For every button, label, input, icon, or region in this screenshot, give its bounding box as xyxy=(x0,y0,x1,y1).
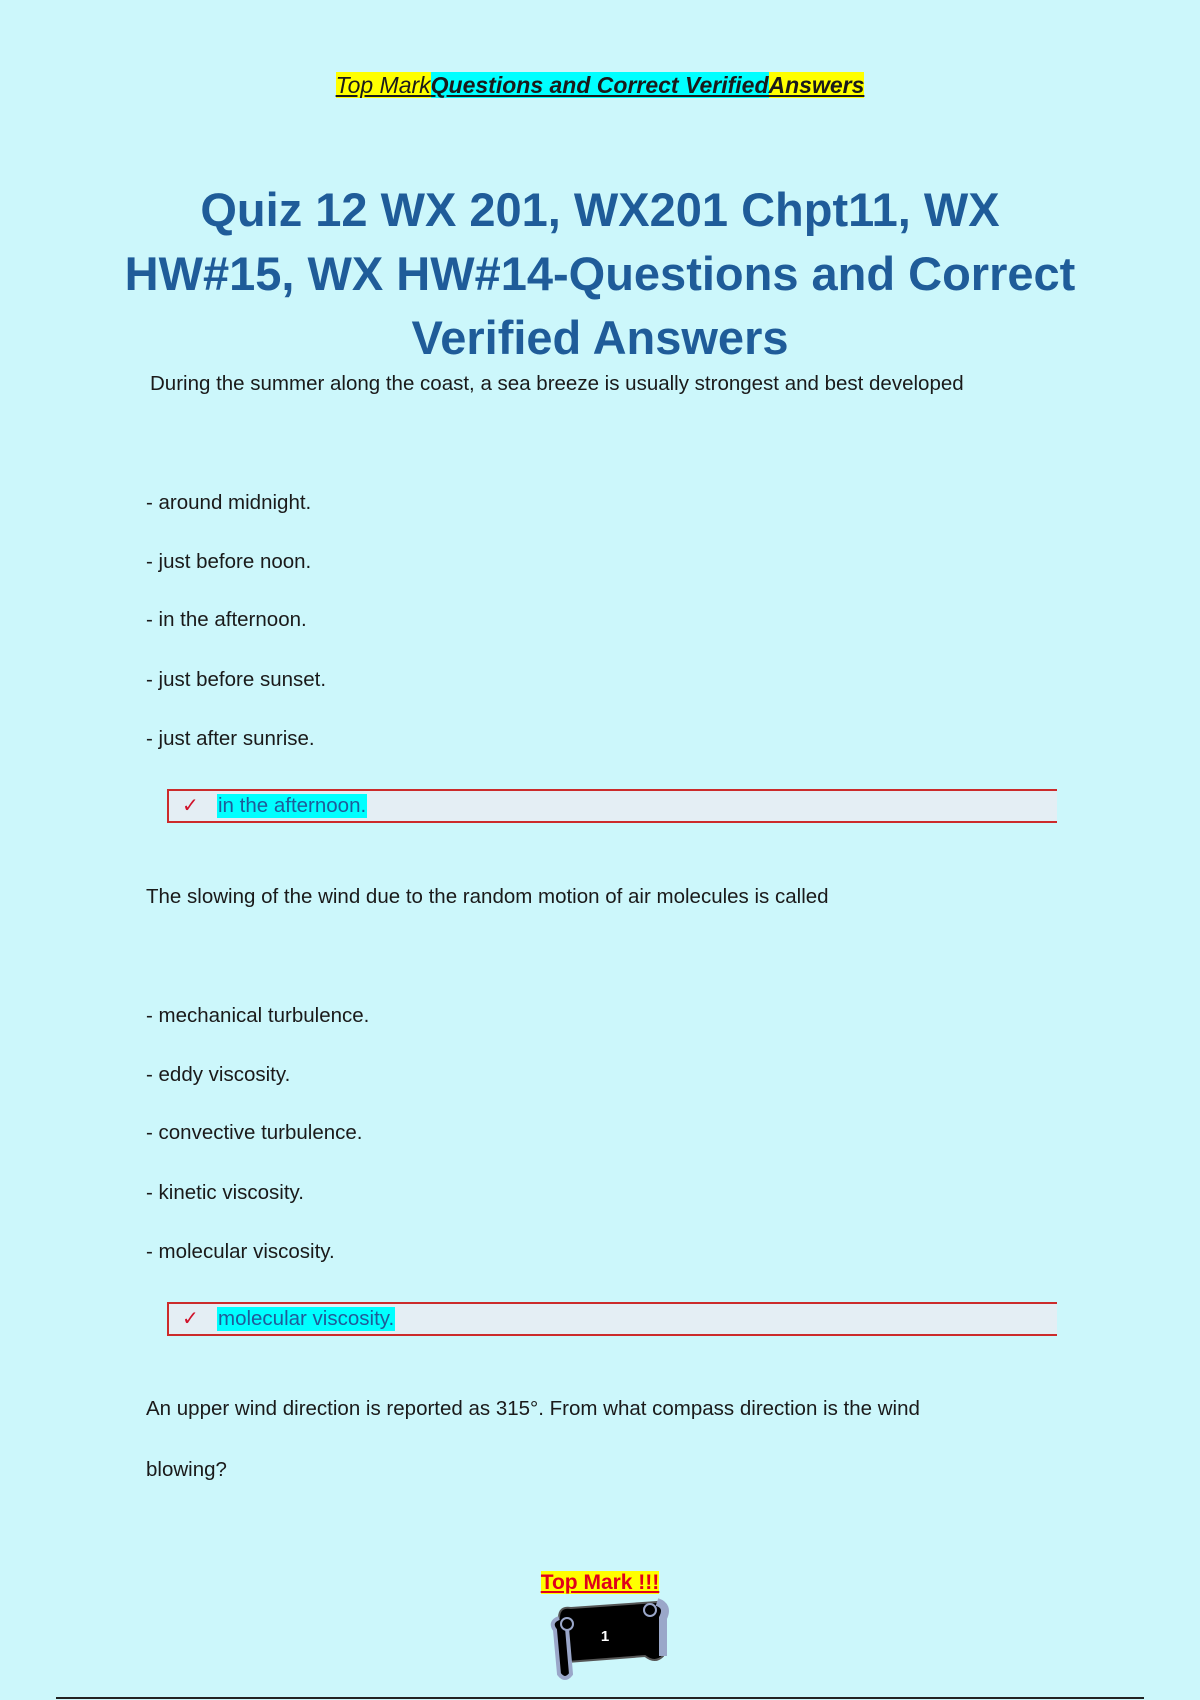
footer-label xyxy=(0,1571,1200,1595)
document-title: Quiz 12 WX 201, WX201 Chpt11, WX HW#15, WX HW#14-Questions and Correct Verified Answers xyxy=(124,183,1076,364)
header-top-mark: Top Mark xyxy=(335,72,431,98)
question-1-answer: in the afternoon. xyxy=(218,794,367,817)
header-answers: Answers xyxy=(768,72,865,98)
question-2-option-4: - kinetic viscosity. xyxy=(146,1181,304,1204)
footer-top-mark: Top Mark !!! xyxy=(540,1571,660,1594)
question-2-option-3: - convective turbulence. xyxy=(146,1121,363,1144)
question-2-text: The slowing of the wind due to the random motion of air molecules is called xyxy=(146,885,829,908)
question-2-option-5: - molecular viscosity. xyxy=(146,1240,335,1263)
question-1-option-3: - in the afternoon. xyxy=(146,608,307,631)
question-3-text-line-1: An upper wind direction is reported as 315°. From what compass direction is the wind xyxy=(146,1397,920,1420)
question-2-option-2: - eddy viscosity. xyxy=(146,1063,291,1086)
question-3-text-line-2: blowing? xyxy=(146,1458,227,1481)
question-1-option-2: - just before noon. xyxy=(146,550,312,573)
checkmark-icon: ✓ xyxy=(182,1306,199,1330)
question-2-option-1: - mechanical turbulence. xyxy=(146,1004,370,1027)
footer-divider xyxy=(56,1697,1144,1699)
question-2-answer-box xyxy=(167,1302,1057,1336)
question-1-option-5: - just after sunrise. xyxy=(146,727,315,750)
question-2-answer: molecular viscosity. xyxy=(218,1307,395,1330)
question-1-text: During the summer along the coast, a sea breeze is usually strongest and best developed xyxy=(150,372,964,395)
question-1-answer-box xyxy=(167,789,1057,823)
question-1-option-1: - around midnight. xyxy=(146,491,312,514)
checkmark-icon: ✓ xyxy=(182,793,199,817)
question-1-option-4: - just before sunset. xyxy=(146,668,327,691)
document-header xyxy=(0,72,1200,99)
page-number: 1 xyxy=(600,1628,610,1645)
header-questions-verified: Questions and Correct Verified xyxy=(430,72,769,98)
